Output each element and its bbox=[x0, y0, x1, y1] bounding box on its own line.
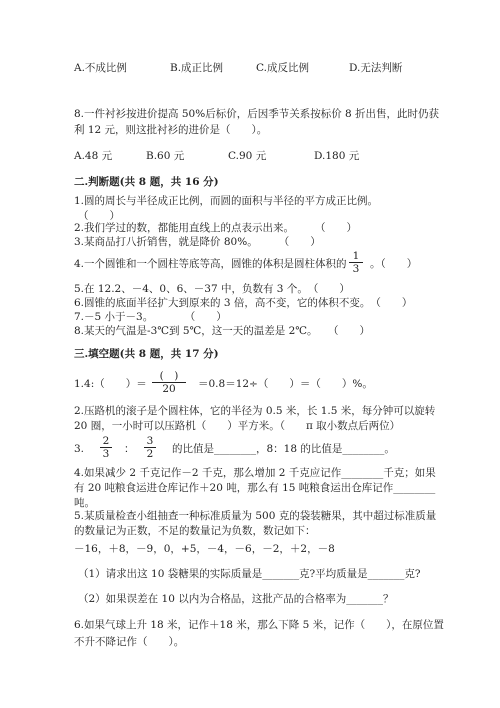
s3-q3-fraction-1 bbox=[100, 435, 112, 460]
s2-item4-text: 4.一个圆锥和一个圆柱等底等高，圆锥的体积是圆柱体积的 bbox=[74, 258, 347, 270]
s3-q1-part-b: ＝0.8＝12÷（ ）＝（ ）%。 bbox=[198, 378, 373, 390]
s2-item4-fraction bbox=[349, 250, 363, 275]
s3-q4-line2: 有 20 吨粮食运进仓库记作＋20 吨，那么有 15 吨粮食运出仓库记作________ bbox=[74, 482, 436, 494]
section2-title: 二.判断题(共 8 题，共 16 分) bbox=[74, 176, 219, 188]
s3-q3-fraction-2-num: 3 bbox=[144, 435, 156, 448]
s2-item4-answer: 。（ ） bbox=[370, 258, 418, 270]
s3-q5-numbers: －16，＋8，－9，0，+5，－4，－6，－2，＋2，－8 bbox=[74, 543, 335, 555]
s3-q1-part-a: 1.4:（ ）＝ bbox=[74, 378, 147, 390]
s2-item1-line2: （ ） bbox=[78, 210, 120, 222]
s3-q1-fraction-den: 20 bbox=[162, 383, 176, 395]
s3-q3-fraction-2-den: 2 bbox=[146, 448, 154, 460]
s2-item2: 2.我们学过的数，都能用直线上的点表示出来。 （ ） bbox=[74, 222, 358, 234]
s2-item4-fraction-num: 1 bbox=[349, 250, 363, 263]
s3-q3-fraction-1-num: 2 bbox=[100, 435, 112, 448]
s2-item6: 6.圆锥的底面半径扩大到原来的 3 倍，高不变，它的体积不变。 （ ） bbox=[74, 297, 413, 309]
s3-q5-line1: 5.某质量检查小组抽查一种标准质量为 500 克的袋装糖果，其中超过标准质量 bbox=[74, 510, 437, 522]
s3-q6-line2: 不升不降记作（ ）。 bbox=[74, 636, 185, 648]
q8-option-b: B.60 元 bbox=[146, 150, 185, 162]
s3-q4-line3: 吨。 bbox=[74, 497, 95, 509]
s3-q5-sub1: （1）请求出这 10 袋糖果的实际质量是_______克?平均质量是_______克? bbox=[78, 568, 421, 580]
s2-item8: 8.某天的气温是-3℃到 5℃，这一天的温差是 2℃。 （ ） bbox=[74, 325, 371, 337]
s3-q6-line1: 6.如果气球上升 18 米，记作＋18 米，那么下降 5 米，记作（ ），在原位置 bbox=[74, 619, 444, 631]
s3-q3-fraction-1-den: 3 bbox=[102, 448, 110, 460]
q8-stem-line2: 利 12 元，则这批衬衫的进价是（ ）。 bbox=[74, 124, 268, 136]
s3-q4-line1: 4.如果减少 2 千克记作－2 千克，那么增加 2 千克应记作________千克；如果 bbox=[74, 467, 436, 479]
s3-q5-line2: 的数量记为正数，不足的数量记为负数，数记如下： bbox=[74, 525, 316, 537]
s2-item5: 5.在 12.2、－4、0、6、－37 中，负数有 3 个。 （ ） bbox=[74, 283, 350, 295]
q7-option-d: D.无法判断 bbox=[349, 62, 403, 74]
s3-q2-line1: 2.压路机的滚子是个圆柱体，它的半径为 0.5 米，长 1.5 米，每分钟可以旋转 bbox=[74, 405, 436, 417]
s3-q3-prefix: 3. bbox=[74, 443, 85, 455]
section3-title: 三.填空题(共 8 题，共 17 分) bbox=[74, 348, 219, 360]
s2-item4-fraction-den: 3 bbox=[352, 263, 360, 275]
q7-option-a: A.不成比例 bbox=[74, 62, 127, 74]
s3-q3-text: 的比值是________，8：18 的比值是________。 bbox=[172, 443, 395, 455]
s2-item7: 7.－5 小于－3。 （ ） bbox=[74, 311, 227, 323]
q7-option-b: B.成正比例 bbox=[170, 62, 224, 74]
s3-q1-fraction bbox=[152, 370, 186, 395]
s3-q2-line2: 20 圈，一小时可以压路机（ ）平方米。（ π 取小数点后两位） bbox=[74, 420, 401, 432]
q7-option-c: C.成反比例 bbox=[256, 62, 309, 74]
s3-q3-fraction-2 bbox=[144, 435, 156, 460]
s2-item1-line1: 1.圆的周长与半径成正比例，而圆的面积与半径的平方成正比例。 bbox=[74, 195, 379, 207]
s2-item3: 3.某商品打八折销售，就是降价 80%。 （ ） bbox=[74, 236, 321, 248]
s3-q5-sub2: （2）如果误差在 10 以内为合格品，这批产品的合格率为_______？ bbox=[78, 593, 394, 605]
q8-option-a: A.48 元 bbox=[74, 150, 113, 162]
s3-q1-fraction-num: ( ) bbox=[152, 370, 186, 383]
s3-q3-colon: ： bbox=[124, 443, 135, 455]
q8-stem-line1: 8.一件衬衫按进价提高 50%后标价，后因季节关系按标价 8 折出售，此时仍获 bbox=[74, 108, 440, 120]
q8-option-d: D.180 元 bbox=[314, 150, 360, 162]
q8-option-c: C.90 元 bbox=[228, 150, 267, 162]
